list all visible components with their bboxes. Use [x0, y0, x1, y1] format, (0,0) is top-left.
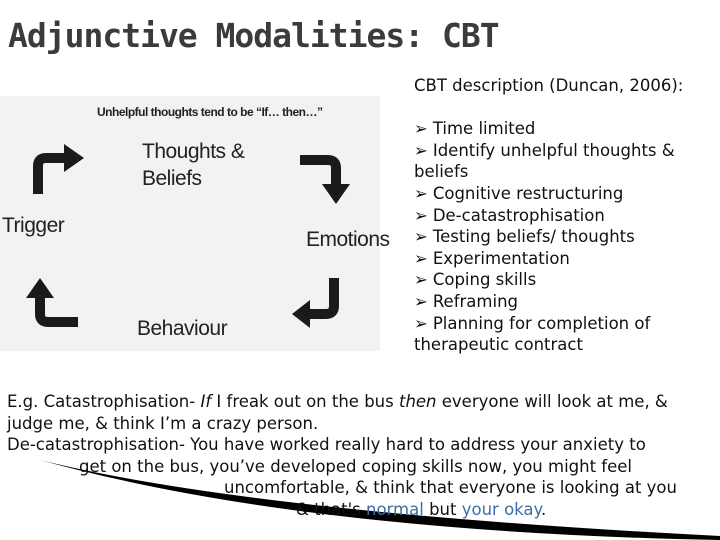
- bullet-arrow-icon: ➢: [414, 291, 428, 311]
- decatastrophisation-line-3: uncomfortable, & think that everyone is looking at you: [224, 478, 677, 498]
- description-heading: CBT description (Duncan, 2006):: [414, 76, 684, 95]
- bullet-arrow-icon: ➢: [414, 313, 428, 333]
- cbt-cycle-diagram: [0, 96, 390, 351]
- description-list: [414, 118, 714, 356]
- thoughts-beliefs-label: [142, 138, 244, 192]
- example-text: [7, 391, 713, 521]
- emotions-label: Emotions: [306, 228, 390, 251]
- curved-arrow-icon: [28, 140, 88, 200]
- diagram-caption: Unhelpful thoughts tend to be “If… then…”: [97, 105, 323, 119]
- curved-arrow-icon: [296, 150, 356, 210]
- behaviour-label: Behaviour: [137, 317, 228, 340]
- bullet-arrow-icon: ➢: [414, 119, 428, 139]
- curved-arrow-icon: [288, 272, 348, 332]
- bullet-arrow-icon: ➢: [414, 183, 428, 203]
- bullet-arrow-icon: ➢: [414, 205, 428, 225]
- list-item: ➢ Time limited: [414, 119, 536, 139]
- list-item: ➢ Testing beliefs/ thoughts: [414, 227, 635, 247]
- catastrophisation-example: E.g. Catastrophisation- If I freak out on the bus then everyone will look at me, & judge me, & think I’m a crazy person.: [7, 392, 668, 433]
- bullet-arrow-icon: ➢: [414, 270, 428, 290]
- list-item: ➢ Identify unhelpful thoughts & beliefs: [414, 140, 675, 182]
- list-item: ➢ De-catastrophisation: [414, 205, 605, 225]
- trigger-label: Trigger: [2, 214, 65, 237]
- decatastrophisation-line-2: get on the bus, you’ve developed coping skills now, you might feel: [79, 456, 633, 476]
- bullet-arrow-icon: ➢: [414, 227, 428, 247]
- cbt-description: [414, 75, 714, 356]
- list-item: ➢ Cognitive restructuring: [414, 183, 624, 203]
- list-item: ➢ Reframing: [414, 291, 518, 311]
- list-item: ➢ Coping skills: [414, 270, 537, 290]
- decatastrophisation-line-1: De-catastrophisation- You have worked really hard to address your anxiety to: [7, 435, 646, 455]
- thoughts-label: Thoughts &: [142, 140, 245, 163]
- curved-arrow-icon: [24, 272, 84, 332]
- bullet-arrow-icon: ➢: [414, 248, 428, 268]
- slide-title: Adjunctive Modalities: CBT: [8, 16, 499, 55]
- beliefs-label: Beliefs: [142, 167, 202, 190]
- bullet-arrow-icon: ➢: [414, 140, 428, 160]
- list-item: ➢ Planning for completion of therapeutic contract: [414, 313, 651, 355]
- decatastrophisation-line-4: & that's normal but your okay.: [296, 499, 547, 519]
- list-item: ➢ Experimentation: [414, 248, 570, 268]
